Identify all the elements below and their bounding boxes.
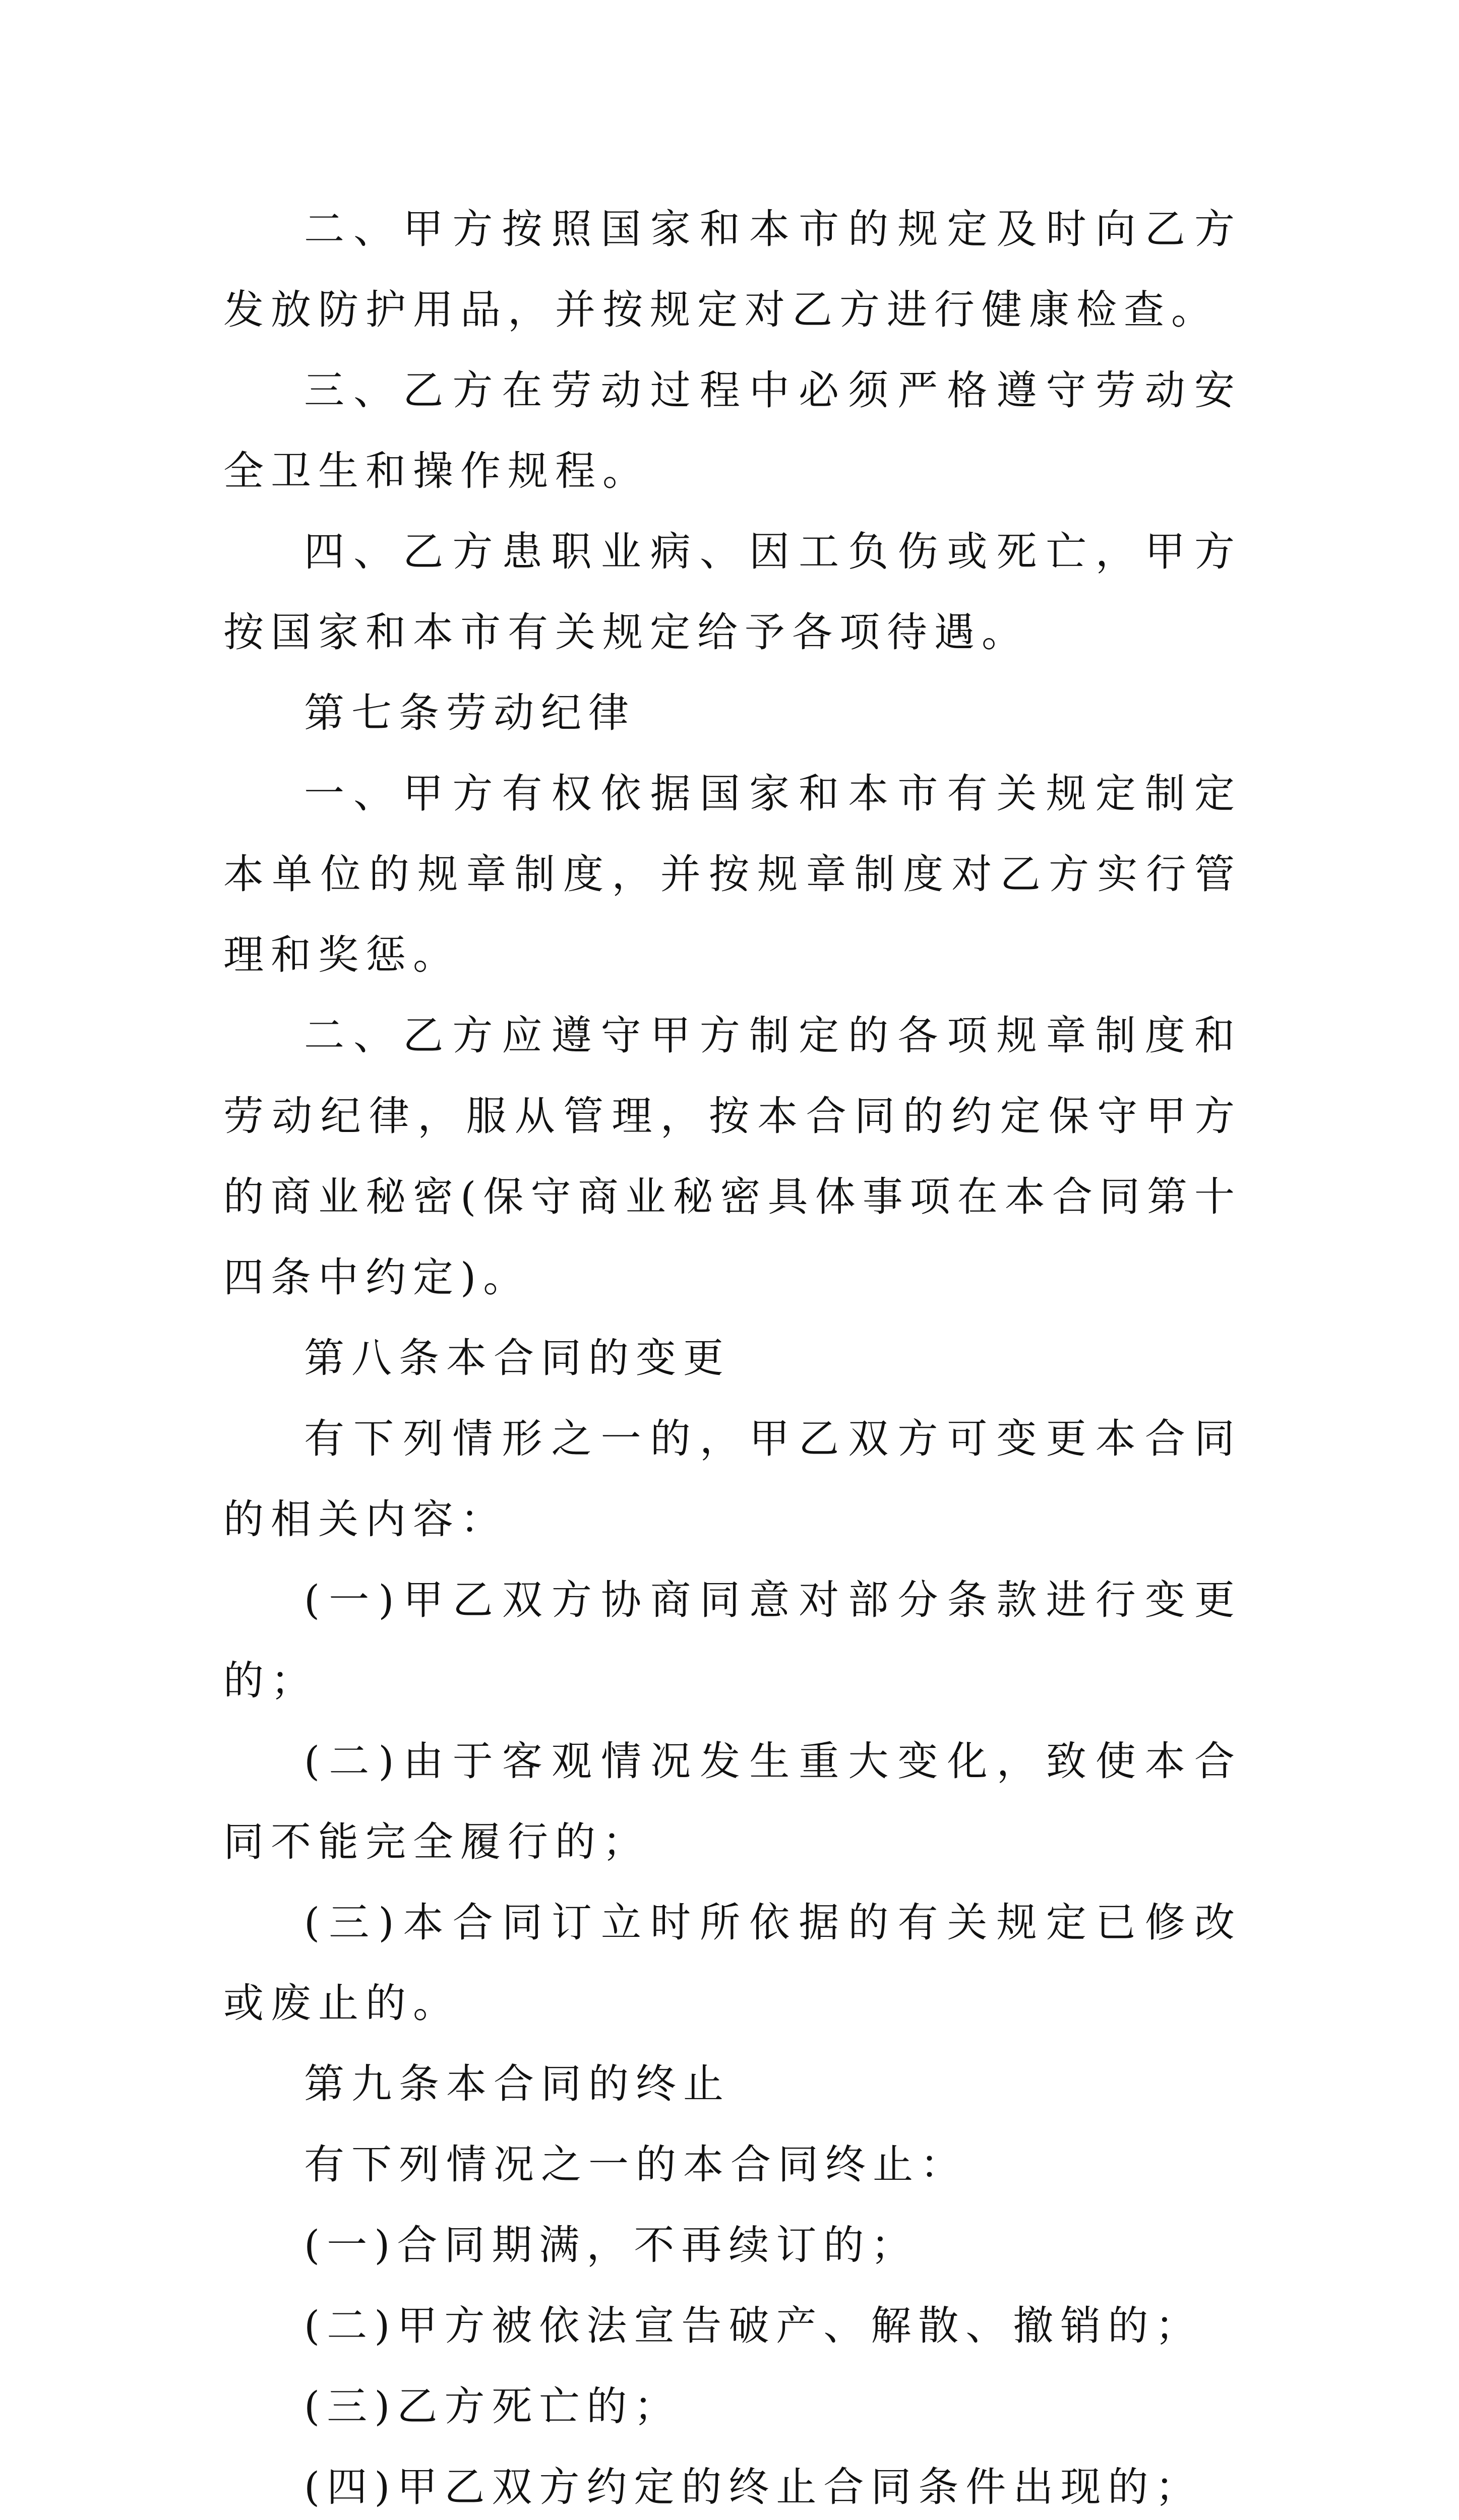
document-body [223,189,1242,2520]
paragraph-safety-rules: 三、乙方在劳动过程中必须严格遵守劳动安全卫生和操作规程。 [223,367,1242,494]
list-item-change-1: (一)甲乙双方协商同意对部分条款进行变更的； [223,1577,1242,1704]
list-item-termination-4: (四)甲乙双方约定的终止合同条件出现的； [304,2464,1203,2510]
heading-article-9: 第九条本合同的终止 [304,2060,731,2107]
list-item-termination-1: (一)合同期满，不再续订的； [304,2222,919,2269]
paragraph-discipline: 二、乙方应遵守甲方制定的各项规章制度和劳动纪律，服从管理，按本合同的约定保守甲方的商业秘密(保守商业秘密具体事项在本合同第十四条中约定)。 [223,1012,1242,1301]
list-item-change-2: (二)由于客观情况发生重大变化，致使本合同不能完全履行的； [223,1738,1242,1865]
paragraph-injury-benefits: 四、乙方患职业病、因工负伤或死亡，甲方按国家和本市有关规定给予各项待遇。 [223,528,1242,656]
heading-article-7: 第七条劳动纪律 [304,689,636,736]
heading-article-8: 第八条本合同的变更 [304,1335,731,1381]
paragraph-protective-equipment: 二、甲方按照国家和本市的规定及时向乙方发放防护用品，并按规定对乙方进行健康检查。 [223,206,1242,333]
list-item-termination-2: (二)甲方被依法宣告破产、解散、撤销的； [304,2302,1203,2349]
list-item-termination-3: (三)乙方死亡的； [304,2383,682,2430]
list-item-change-3: (三)本合同订立时所依据的有关规定已修改或废止的。 [223,1899,1242,2027]
paragraph-regulations: 一、甲方有权依据国家和本市有关规定制定本单位的规章制度，并按规章制度对乙方实行管理和奖惩。 [223,770,1242,978]
paragraph-change-intro: 有下列情形之一的，甲乙双方可变更本合同的相关内容： [223,1415,1242,1543]
paragraph-termination-intro: 有下列情况之一的本合同终止： [304,2141,967,2188]
